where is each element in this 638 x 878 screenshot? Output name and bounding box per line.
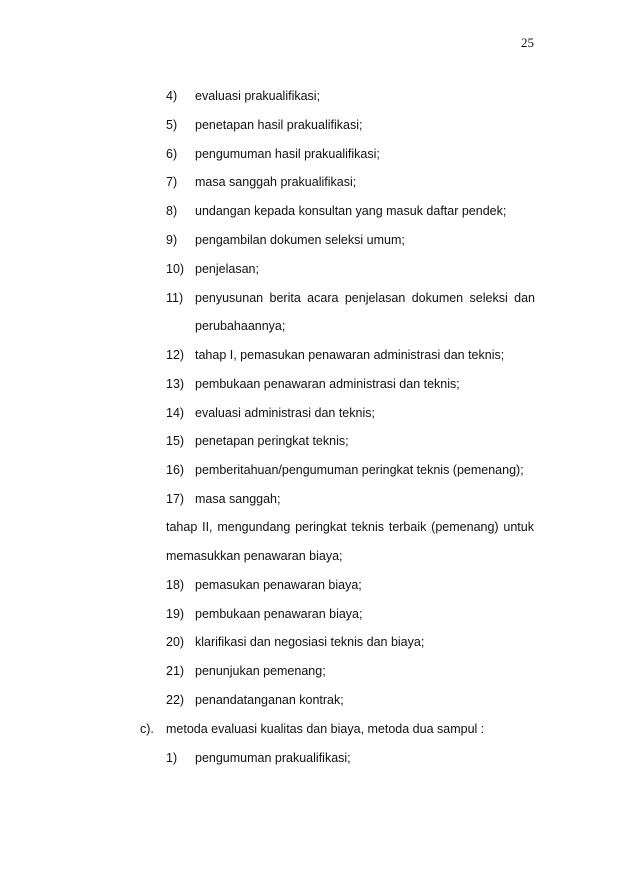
list-item-number: 22) <box>166 693 185 707</box>
list-item-text: pembukaan penawaran biaya; <box>195 607 363 621</box>
list-item-number: 16) <box>166 463 185 477</box>
list-item-number: 6) <box>166 147 178 161</box>
list-item-text: masa sanggah prakualifikasi; <box>195 175 357 189</box>
list-item-number: 15) <box>166 434 185 448</box>
list-item-text: evaluasi administrasi dan teknis; <box>195 406 375 420</box>
list-item-number: 9) <box>166 233 178 247</box>
list-item-number: 12) <box>166 348 185 362</box>
list-item-text: masa sanggah; <box>195 492 281 506</box>
list-item-number: 17) <box>166 492 185 506</box>
list-item-number: 5) <box>166 118 178 132</box>
section-title: metoda evaluasi kualitas dan biaya, metoda dua sampul : <box>166 722 485 736</box>
list-item-text: tahap I, pemasukan penawaran administrasi dan teknis; <box>195 348 505 362</box>
list-item-number: 8) <box>166 204 178 218</box>
list-item-text-continued: perubahaannya; <box>195 319 286 333</box>
list-item-number: 20) <box>166 635 185 649</box>
page-number: 25 <box>521 35 534 50</box>
list-item-number: 7) <box>166 175 178 189</box>
list-item-number: 13) <box>166 377 185 391</box>
list-item-number: 18) <box>166 578 185 592</box>
list-item-text: pengumuman prakualifikasi; <box>195 751 351 765</box>
list-item-text: penunjukan pemenang; <box>195 664 326 678</box>
section-number: c). <box>140 722 154 736</box>
list-item-number: 4) <box>166 89 178 103</box>
list-item-text: pemasukan penawaran biaya; <box>195 578 362 592</box>
list-item-text: pembukaan penawaran administrasi dan teknis; <box>195 377 460 391</box>
list-item-text: klarifikasi dan negosiasi teknis dan biaya; <box>195 635 425 649</box>
list-item-text: penyusunan berita acara penjelasan dokumen seleksi dan <box>195 291 535 305</box>
list-item-text: undangan kepada konsultan yang masuk daftar pendek; <box>195 204 507 218</box>
stage-two-line-2: memasukkan penawaran biaya; <box>166 549 343 563</box>
list-item-text: penetapan peringkat teknis; <box>195 434 349 448</box>
list-item-text: penjelasan; <box>195 262 259 276</box>
list-item-number: 10) <box>166 262 185 276</box>
list-item-number: 11) <box>166 291 184 305</box>
list-item-text: pengumuman hasil prakualifikasi; <box>195 147 380 161</box>
stage-two-line-1: tahap II, mengundang peringkat teknis terbaik (pemenang) untuk <box>166 520 534 534</box>
list-item-number: 19) <box>166 607 185 621</box>
list-item-text: evaluasi prakualifikasi; <box>195 89 321 103</box>
list-item-number: 14) <box>166 406 185 420</box>
list-item-text: pengambilan dokumen seleksi umum; <box>195 233 405 247</box>
list-item-number: 1) <box>166 751 178 765</box>
list-item-number: 21) <box>166 664 185 678</box>
list-item-text: penetapan hasil prakualifikasi; <box>195 118 363 132</box>
list-item-text: pemberitahuan/pengumuman peringkat teknis (pemenang); <box>195 463 524 477</box>
list-item-text: penandatanganan kontrak; <box>195 693 344 707</box>
